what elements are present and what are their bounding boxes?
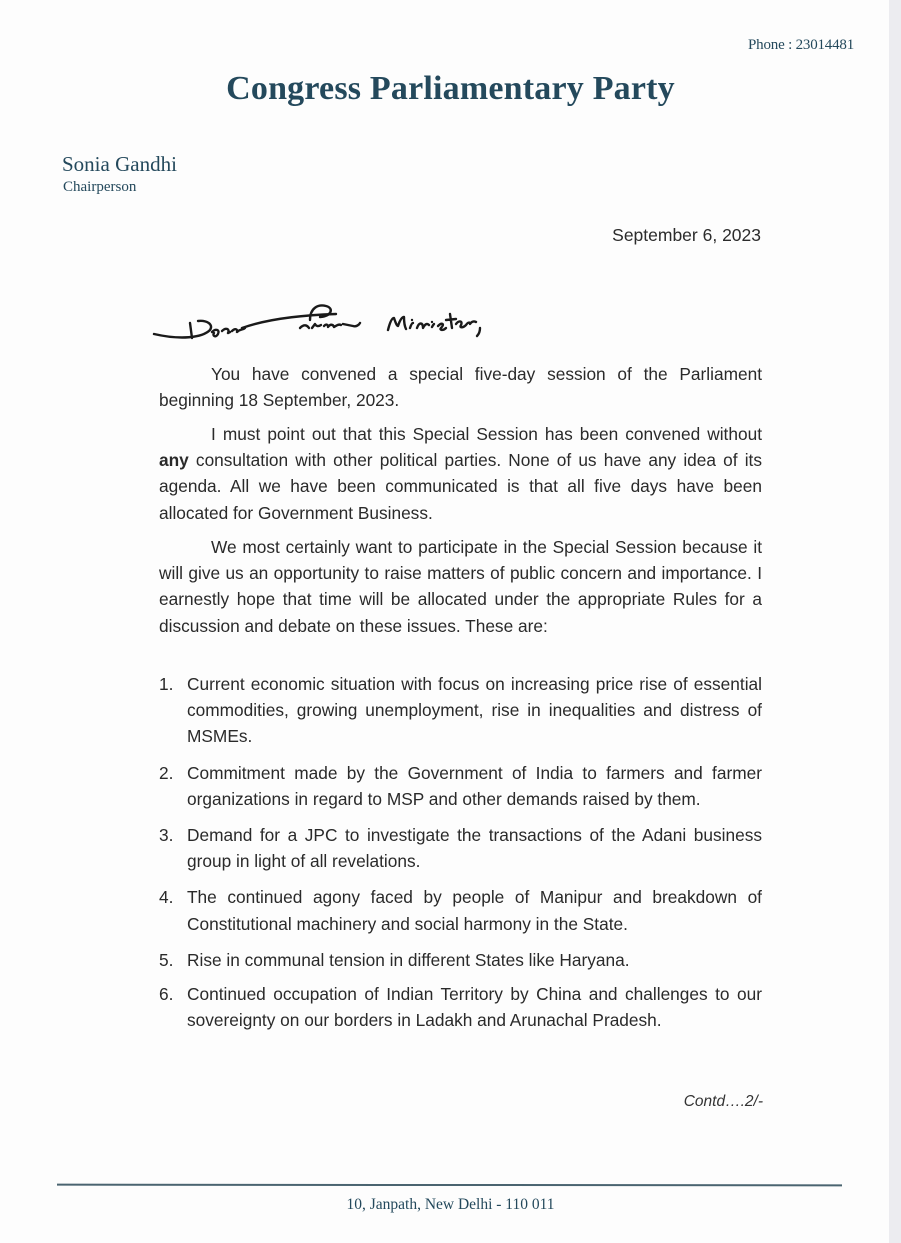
sender-title: Chairperson [63,179,137,195]
issues-list [159,671,762,1043]
paragraph-2-emphasis: any [159,450,189,471]
paragraph-2-text [159,421,762,526]
handwriting-strokes [140,290,540,360]
paragraph-1 [159,361,762,413]
paragraph-1-text: You have convened a special five-day session of the Parliament beginning 18 September, 2023. [159,364,762,411]
paragraph-2-lead: I must point out that this Special Session has been convened without [211,424,762,444]
letterhead-organization: Congress Parliamentary Party [226,70,675,107]
issue-item [159,671,762,750]
issue-item [159,884,762,936]
issue-text: Current economic situation with focus on increasing price rise of essential commodities, growing unemployment, rise in inequalities and distress of MSMEs. [187,674,762,747]
continuation-note: Contd….2/- [683,1093,763,1110]
paragraph-3-text: We most certainly want to participate in the Special Session because it will give us an opportunity to raise matters of public concern and importance. I earnestly hope that time will be allocated under the appropriate Rules for a discussion and debate on these issues. These are: [159,537,762,636]
issue-text: Continued occupation of Indian Territory by China and challenges to our sovereignty on our borders in Ladakh and Arunachal Pradesh. [187,984,762,1031]
scan-edge-strip [889,0,901,1243]
issue-item [159,822,762,874]
issue-number: 5. [159,949,174,970]
letter-date: September 6, 2023 [612,225,761,245]
footer-divider [57,1184,842,1187]
issue-item [159,981,762,1033]
issue-text: Demand for a JPC to investigate the transactions of the Adani business group in light of all revelations. [187,825,762,872]
issue-number: 2. [159,762,174,783]
issue-text: The continued agony faced by people of Manipur and breakdown of Constitutional machinery and social harmony in the State. [187,887,762,934]
issue-number: 4. [159,887,174,908]
issue-number: 3. [159,825,174,846]
handwritten-salutation [140,290,540,360]
letterhead-address: 10, Janpath, New Delhi - 110 011 [346,1196,555,1213]
issue-item [159,760,762,812]
issue-number: 1. [159,674,174,694]
letterhead-phone: Phone : 23014481 [748,37,854,53]
paragraph-3 [159,534,762,639]
paragraph-2-rest: consultation with other political parties. None of us have any idea of its agenda. All we have been communicated is that all five days have been allocated for Government Business. [159,450,762,523]
issue-number: 6. [159,984,174,1005]
issue-text: Commitment made by the Government of India to farmers and farmer organizations in regard to MSP and other demands raised by them. [187,762,762,809]
issue-item [159,947,762,973]
sender-name: Sonia Gandhi [62,152,177,176]
issue-text: Rise in communal tension in different States like Haryana. [187,949,630,970]
paragraph-2 [159,421,762,526]
